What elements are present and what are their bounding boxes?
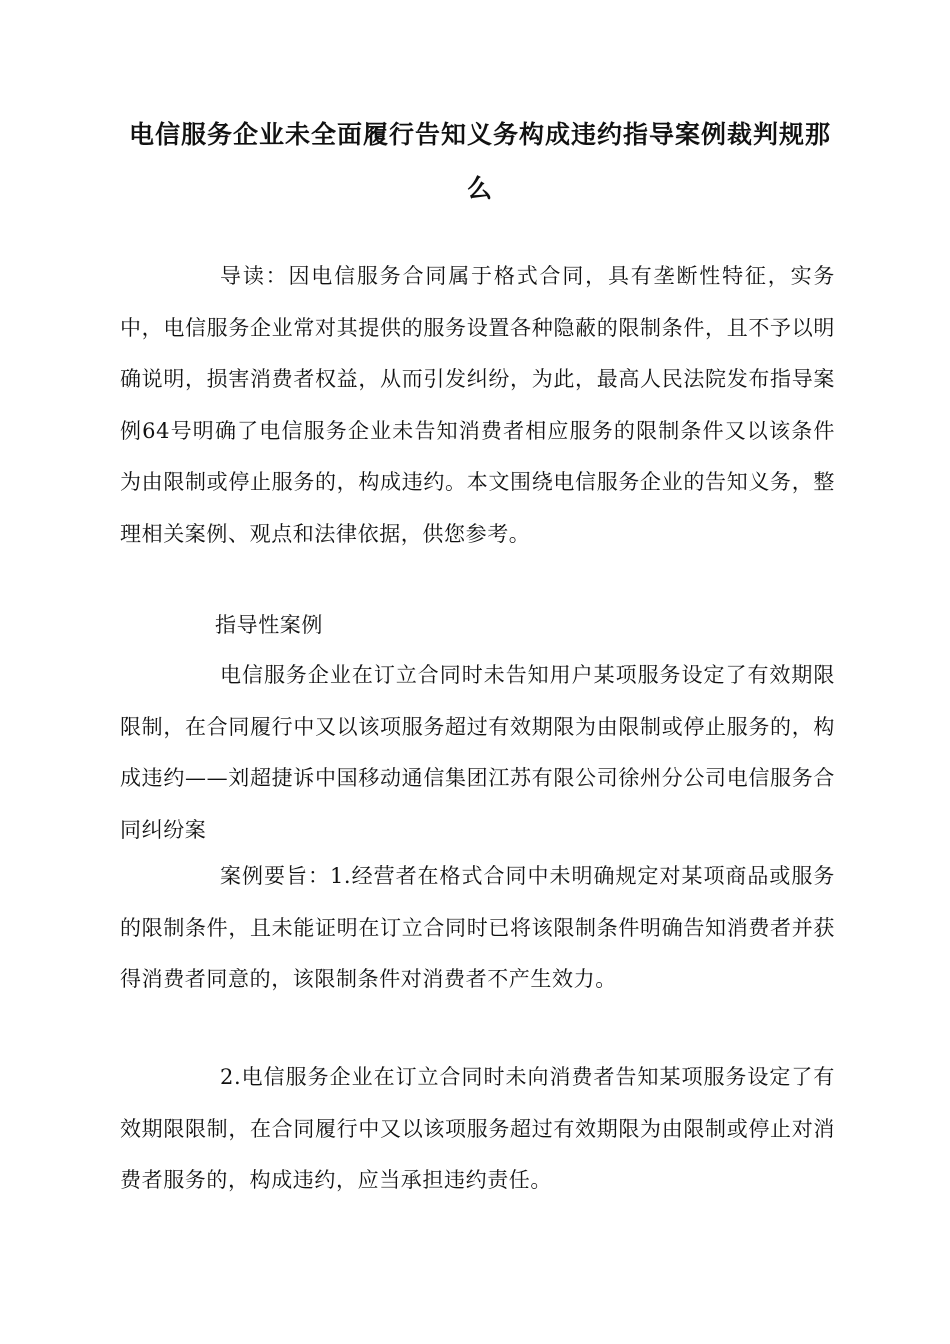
intro-paragraph: 导读：因电信服务合同属于格式合同，具有垄断性特征，实务中，电信服务企业常对其提供的服务设置各种隐蔽的限制条件，且不予以明确说明，损害消费者权益，从而引发纠纷，为此，最高人民法院发布指导案例64号明确了电信服务企业未告知消费者相应服务的限制条件又以该条件为由限制或停止服务的，构成违约。本文围绕电信服务企业的告知义务，整理相关案例、观点和法律依据，供您参考。 [120,264,835,546]
section-heading: 指导性案例 [215,613,323,637]
case-gist-paragraph-2: 2.电信服务企业在订立合同时未向消费者告知某项服务设定了有效期限限制，在合同履行中又以该项服务超过有效期限为由限制或停止对消费者服务的，构成违约，应当承担违约责任。 [120,1065,835,1192]
case-title-paragraph: 电信服务企业在订立合同时未告知用户某项服务设定了有效期限限制，在合同履行中又以该项服务超过有效期限为由限制或停止服务的，构成违约——刘超捷诉中国移动通信集团江苏有限公司徐州分公司电信服务合同纠纷案 [120,663,835,842]
document-title: 电信服务企业未全面履行告知义务构成违约指导案例裁判规那么 [128,120,831,203]
case-gist-paragraph-1: 案例要旨：1.经营者在格式合同中未明确规定对某项商品或服务的限制条件，且未能证明在订立合同时已将该限制条件明确告知消费者并获得消费者同意的，该限制条件对消费者不产生效力。 [120,864,835,991]
